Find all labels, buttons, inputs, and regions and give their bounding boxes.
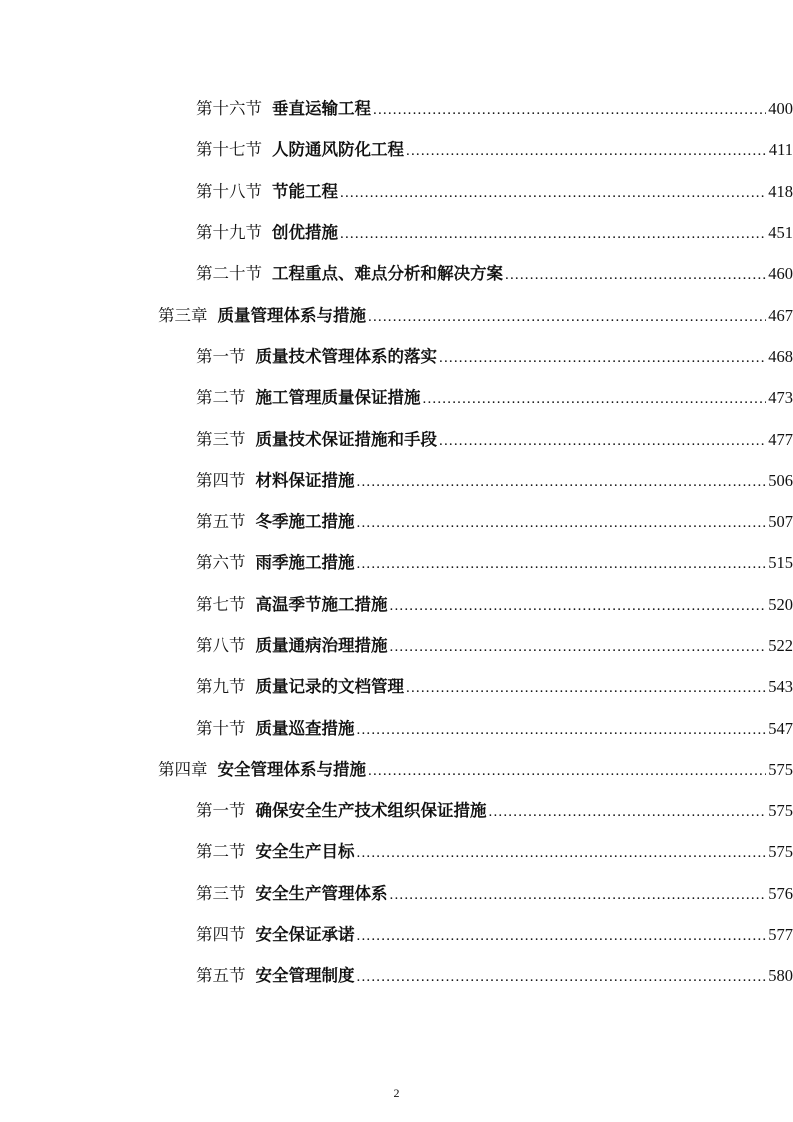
toc-entry-line: [196, 181, 793, 201]
toc-entry-title: 工程重点、难点分析和解决方案: [272, 264, 503, 284]
dot-leader: [439, 434, 766, 449]
toc-section-entry[interactable]: [0, 832, 793, 873]
toc-entry-number: 第四章: [158, 759, 208, 779]
toc-section-entry[interactable]: [0, 89, 793, 130]
dot-leader: [357, 846, 767, 861]
toc-entry-title: 质量技术保证措施和手段: [255, 429, 437, 449]
toc-entry-page: 400: [768, 99, 793, 119]
dot-leader: [357, 970, 767, 985]
toc-entry-line: [196, 968, 793, 985]
toc-entry-title: 安全生产目标: [255, 842, 355, 862]
toc-entry-page: 507: [768, 512, 793, 532]
toc-entry-number: 第三章: [158, 305, 208, 325]
toc-entry-number: 第五节: [196, 512, 246, 532]
toc-section-entry[interactable]: [0, 708, 793, 749]
toc-entry-title: 质量技术管理体系的落实: [255, 346, 437, 366]
page-number: 2: [393, 1086, 400, 1100]
toc-entry-number: 第四节: [196, 470, 246, 490]
toc-entry-page: 580: [768, 966, 793, 986]
toc-entry-page: 515: [768, 553, 793, 573]
toc-section-entry[interactable]: [0, 502, 793, 543]
toc-chapter-entry[interactable]: [0, 750, 793, 791]
toc-section-entry[interactable]: [0, 585, 793, 626]
toc-entry-line: [196, 844, 793, 861]
toc-entry-line: [196, 514, 793, 531]
toc-section-entry[interactable]: [0, 956, 793, 997]
toc-entry-line: [158, 305, 793, 325]
toc-section-entry[interactable]: [0, 791, 793, 832]
toc-section-entry[interactable]: [0, 254, 793, 295]
toc-section-entry[interactable]: [0, 874, 793, 915]
toc-entry-page: 575: [768, 759, 793, 779]
toc-section-entry[interactable]: [0, 130, 793, 171]
toc-entry-number: 第十八节: [196, 181, 262, 201]
toc-section-entry[interactable]: [0, 213, 793, 254]
toc-entry-page: 575: [768, 801, 793, 821]
toc-entry-page: 468: [768, 346, 793, 366]
toc-entry-number: 第十九节: [196, 223, 262, 243]
dot-leader: [390, 888, 767, 903]
toc-entry-title: 安全生产管理体系: [255, 883, 388, 903]
toc-entry-number: 第五节: [196, 966, 246, 986]
toc-entry-line: [196, 470, 793, 490]
toc-entry-line: [196, 594, 793, 614]
toc-entry-line: [196, 803, 793, 820]
toc-entry-line: [196, 927, 793, 944]
dot-leader: [423, 392, 767, 407]
toc-entry-line: [196, 266, 793, 283]
dot-leader: [340, 186, 766, 201]
toc-entry-number: 第二节: [196, 842, 246, 862]
toc-entry-title: 节能工程: [272, 181, 338, 201]
toc-entry-title: 安全管理制度: [255, 966, 355, 986]
toc-section-entry[interactable]: [0, 337, 793, 378]
toc-entry-line: [158, 759, 793, 779]
toc-entry-line: [196, 142, 793, 159]
toc-entry-title: 创优措施: [272, 223, 338, 243]
toc-entry-page: 411: [768, 140, 793, 160]
toc-entry-title: 施工管理质量保证措施: [255, 388, 421, 408]
toc-entry-line: [196, 346, 793, 366]
toc-entry-page: 575: [768, 842, 793, 862]
toc-entry-line: [196, 883, 793, 903]
toc-entry-number: 第一节: [196, 801, 246, 821]
toc-entry-title: 质量记录的文档管理: [255, 677, 404, 697]
toc-entry-line: [196, 638, 793, 655]
toc-entry-number: 第八节: [196, 636, 246, 655]
dot-leader: [368, 310, 766, 325]
toc-entry-line: [196, 225, 793, 242]
dot-leader: [373, 103, 766, 118]
toc-entry-page: 467: [768, 305, 793, 325]
dot-leader: [406, 681, 766, 696]
toc-entry-title: 安全管理体系与措施: [217, 759, 366, 779]
dot-leader: [390, 640, 767, 655]
toc-entry-number: 第十七节: [196, 140, 262, 160]
toc-section-entry[interactable]: [0, 461, 793, 502]
toc-chapter-entry[interactable]: [0, 295, 793, 336]
toc-entry-number: 第三节: [196, 429, 246, 449]
dot-leader: [505, 268, 766, 283]
dot-leader: [357, 557, 767, 572]
toc-entry-line: [196, 429, 793, 449]
toc-entry-number: 第十六节: [196, 99, 262, 119]
toc-entry-page: 451: [768, 223, 793, 243]
dot-leader: [357, 516, 767, 531]
toc-entry-page: 418: [768, 181, 793, 201]
toc-entry-title: 雨季施工措施: [255, 553, 355, 573]
toc-entry-page: 477: [768, 429, 793, 449]
toc-entry-page: 577: [768, 925, 793, 945]
toc-entry-title: 质量巡查措施: [255, 718, 355, 738]
toc-entry-number: 第九节: [196, 677, 246, 697]
toc-entry-number: 第七节: [196, 594, 246, 614]
dot-leader: [406, 144, 767, 159]
toc-entry-number: 第一节: [196, 346, 246, 366]
table-of-contents: [0, 89, 793, 998]
toc-entry-page: 506: [768, 470, 793, 490]
toc-entry-number: 第二节: [196, 388, 246, 408]
toc-section-entry[interactable]: [0, 626, 793, 667]
toc-entry-line: [196, 555, 793, 572]
toc-entry-line: [196, 101, 793, 118]
toc-entry-title: 材料保证措施: [255, 470, 355, 490]
toc-section-entry[interactable]: [0, 172, 793, 213]
toc-section-entry[interactable]: [0, 378, 793, 419]
toc-section-entry[interactable]: [0, 419, 793, 460]
toc-entry-title: 质量通病治理措施: [255, 636, 388, 655]
toc-entry-page: 576: [768, 883, 793, 903]
toc-entry-title: 高温季节施工措施: [255, 594, 388, 614]
toc-entry-line: [196, 679, 793, 696]
dot-leader: [439, 351, 766, 366]
toc-entry-title: 质量管理体系与措施: [217, 305, 366, 325]
dot-leader: [390, 599, 767, 614]
toc-entry-number: 第三节: [196, 883, 246, 903]
toc-section-entry[interactable]: [0, 915, 793, 956]
toc-entry-page: 522: [768, 636, 793, 655]
toc-entry-page: 543: [768, 677, 793, 697]
dot-leader: [368, 764, 766, 779]
dot-leader: [340, 227, 766, 242]
toc-entry-page: 520: [768, 594, 793, 614]
dot-leader: [489, 805, 767, 820]
dot-leader: [357, 723, 767, 738]
toc-entry-title: 确保安全生产技术组织保证措施: [255, 801, 487, 821]
dot-leader: [357, 475, 767, 490]
toc-entry-title: 人防通风防化工程: [272, 140, 404, 160]
toc-section-entry[interactable]: [0, 667, 793, 708]
toc-entry-number: 第十节: [196, 718, 246, 738]
toc-entry-line: [196, 390, 793, 407]
toc-entry-title: 垂直运输工程: [272, 99, 371, 119]
toc-entry-number: 第四节: [196, 925, 246, 945]
toc-entry-number: 第六节: [196, 553, 246, 573]
toc-section-entry[interactable]: [0, 543, 793, 584]
toc-entry-page: 547: [768, 718, 793, 738]
toc-entry-line: [196, 718, 793, 738]
toc-entry-number: 第二十节: [196, 264, 262, 284]
toc-entry-page: 460: [768, 264, 793, 284]
dot-leader: [357, 929, 767, 944]
toc-entry-title: 安全保证承诺: [255, 925, 355, 945]
toc-entry-page: 473: [768, 388, 793, 408]
toc-entry-title: 冬季施工措施: [255, 512, 355, 532]
